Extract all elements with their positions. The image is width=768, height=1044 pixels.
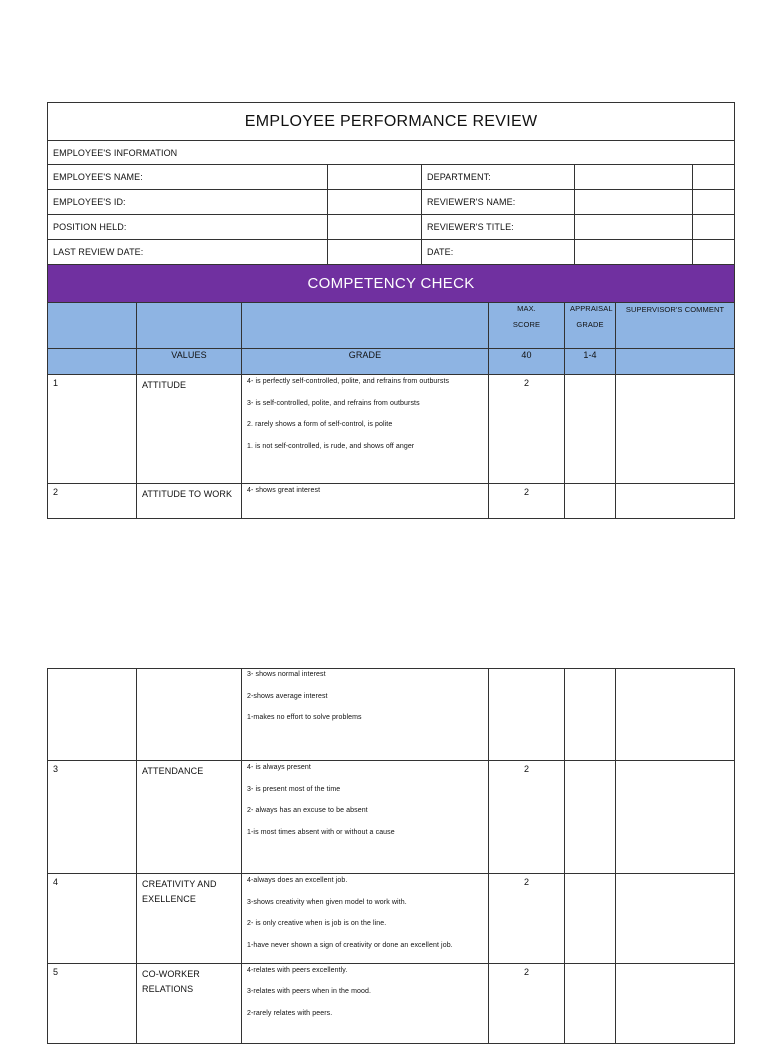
item-grades bbox=[242, 484, 489, 519]
grade-line: 3-relates with peers when in the mood. bbox=[247, 988, 372, 996]
item-number bbox=[48, 669, 137, 761]
item-grades bbox=[242, 874, 489, 964]
competency-table-continued bbox=[47, 668, 735, 1044]
grade-line: 3- is self-controlled, polite, and refrains from outbursts bbox=[247, 399, 420, 407]
item-max-score: 2 bbox=[489, 484, 565, 519]
supervisor-comment-header: SUPERVISOR'S COMMENT bbox=[616, 303, 735, 349]
department-label: DEPARTMENT: bbox=[422, 165, 575, 190]
reviewer-name-label: REVIEWER'S NAME: bbox=[422, 190, 575, 215]
item-max-score: 2 bbox=[489, 761, 565, 874]
supervisor-comment-cell[interactable] bbox=[616, 874, 735, 964]
grade-line: 4- shows great interest bbox=[247, 487, 321, 494]
item-max-score: 2 bbox=[489, 375, 565, 484]
item-value bbox=[137, 874, 242, 964]
last-review-date-label: LAST REVIEW DATE: bbox=[48, 240, 328, 265]
header-blank-1 bbox=[48, 303, 137, 349]
employee-name-field[interactable] bbox=[328, 165, 422, 190]
appraisal-grade-cell[interactable] bbox=[565, 375, 616, 484]
item-value-line: EXELLENCE bbox=[142, 894, 196, 904]
competency-table bbox=[47, 264, 735, 519]
performance-review-table bbox=[47, 102, 735, 265]
subheader-blank bbox=[48, 349, 137, 375]
supervisor-comment-cell[interactable] bbox=[616, 375, 735, 484]
position-held-field[interactable] bbox=[328, 215, 422, 240]
grade-line: 2. rarely shows a form of self-control, is polite bbox=[247, 421, 393, 429]
appraisal-grade-cell[interactable] bbox=[565, 484, 616, 519]
date-label: DATE: bbox=[422, 240, 575, 265]
supervisor-comment-cell[interactable] bbox=[616, 669, 735, 761]
item-number: 4 bbox=[48, 874, 137, 964]
item-value: ATTENDANCE bbox=[137, 761, 242, 874]
date-field[interactable] bbox=[575, 240, 735, 265]
grade-line: 4-relates with peers excellently. bbox=[247, 966, 348, 974]
item-value bbox=[137, 669, 242, 761]
item-grades bbox=[242, 669, 489, 761]
header-blank-3 bbox=[242, 303, 489, 349]
employee-id-label: EMPLOYEE'S ID: bbox=[48, 190, 328, 215]
item-value bbox=[137, 963, 242, 1043]
grade-line: 3- is present most of the time bbox=[247, 785, 341, 793]
grade-line: 3- shows normal interest bbox=[247, 671, 326, 678]
item-grades bbox=[242, 963, 489, 1043]
item-value-line: CO-WORKER bbox=[142, 968, 200, 979]
grade-line: 2- is only creative when is job is on the line. bbox=[247, 920, 387, 928]
appraisal-grade-cell[interactable] bbox=[565, 874, 616, 964]
grade-line: 4- is always present bbox=[247, 764, 311, 771]
last-review-date-field[interactable] bbox=[328, 240, 422, 265]
max-score-header bbox=[489, 303, 565, 349]
grade-line: 1. is not self-controlled, is rude, and shows off anger bbox=[247, 443, 415, 451]
grade-line: 4-always does an excellent job. bbox=[247, 877, 348, 884]
item-value-line: RELATIONS bbox=[142, 983, 194, 994]
item-value: ATTITUDE bbox=[137, 375, 242, 484]
grade-line: 2-shows average interest bbox=[247, 692, 328, 700]
max-score-label-1: MAX. bbox=[517, 304, 536, 313]
supervisor-comment-cell[interactable] bbox=[616, 761, 735, 874]
max-score-label-2: SCORE bbox=[512, 320, 541, 329]
item-grades bbox=[242, 761, 489, 874]
position-held-label: POSITION HELD: bbox=[48, 215, 328, 240]
item-value: ATTITUDE TO WORK bbox=[137, 484, 242, 519]
item-number: 1 bbox=[48, 375, 137, 484]
item-number: 3 bbox=[48, 761, 137, 874]
competency-check-banner: COMPETENCY CHECK bbox=[48, 265, 735, 303]
employee-info-heading: EMPLOYEE'S INFORMATION bbox=[48, 141, 735, 165]
subheader-comment-blank bbox=[616, 349, 735, 375]
grade-line: 1-have never shown a sign of creativity or done an excellent job. bbox=[247, 942, 453, 950]
item-value-line: CREATIVITY AND bbox=[142, 879, 217, 889]
grade-header: GRADE bbox=[242, 349, 489, 375]
department-field[interactable] bbox=[575, 165, 735, 190]
grade-line: 4- is perfectly self-controlled, polite, and refrains from outbursts bbox=[247, 378, 450, 385]
grade-line: 2- always has an excuse to be absent bbox=[247, 807, 368, 815]
appraisal-grade-cell[interactable] bbox=[565, 963, 616, 1043]
reviewer-name-field[interactable] bbox=[575, 190, 735, 215]
appraisal-grade-cell[interactable] bbox=[565, 669, 616, 761]
values-header: VALUES bbox=[137, 349, 242, 375]
item-max-score bbox=[489, 669, 565, 761]
grade-line: 1-is most times absent with or without a cause bbox=[247, 829, 395, 837]
supervisor-comment-cell[interactable] bbox=[616, 963, 735, 1043]
header-blank-2 bbox=[137, 303, 242, 349]
grade-line: 2-rarely relates with peers. bbox=[247, 1010, 333, 1018]
grade-line: 3-shows creativity when given model to work with. bbox=[247, 898, 407, 906]
item-max-score: 2 bbox=[489, 874, 565, 964]
grade-range: 1-4 bbox=[565, 349, 616, 375]
reviewer-title-label: REVIEWER'S TITLE: bbox=[422, 215, 575, 240]
max-total: 40 bbox=[489, 349, 565, 375]
appraisal-label-2: GRADE bbox=[576, 320, 604, 329]
item-number: 5 bbox=[48, 963, 137, 1043]
appraisal-grade-header bbox=[565, 303, 616, 349]
item-max-score: 2 bbox=[489, 963, 565, 1043]
item-number: 2 bbox=[48, 484, 137, 519]
grade-line: 1-makes no effort to solve problems bbox=[247, 714, 362, 722]
form-title: EMPLOYEE PERFORMANCE REVIEW bbox=[48, 103, 735, 141]
employee-id-field[interactable] bbox=[328, 190, 422, 215]
supervisor-comment-cell[interactable] bbox=[616, 484, 735, 519]
appraisal-grade-cell[interactable] bbox=[565, 761, 616, 874]
appraisal-label-1: APPRAISAL bbox=[570, 304, 613, 313]
item-grades bbox=[242, 375, 489, 484]
reviewer-title-field[interactable] bbox=[575, 215, 735, 240]
employee-name-label: EMPLOYEE'S NAME: bbox=[48, 165, 328, 190]
